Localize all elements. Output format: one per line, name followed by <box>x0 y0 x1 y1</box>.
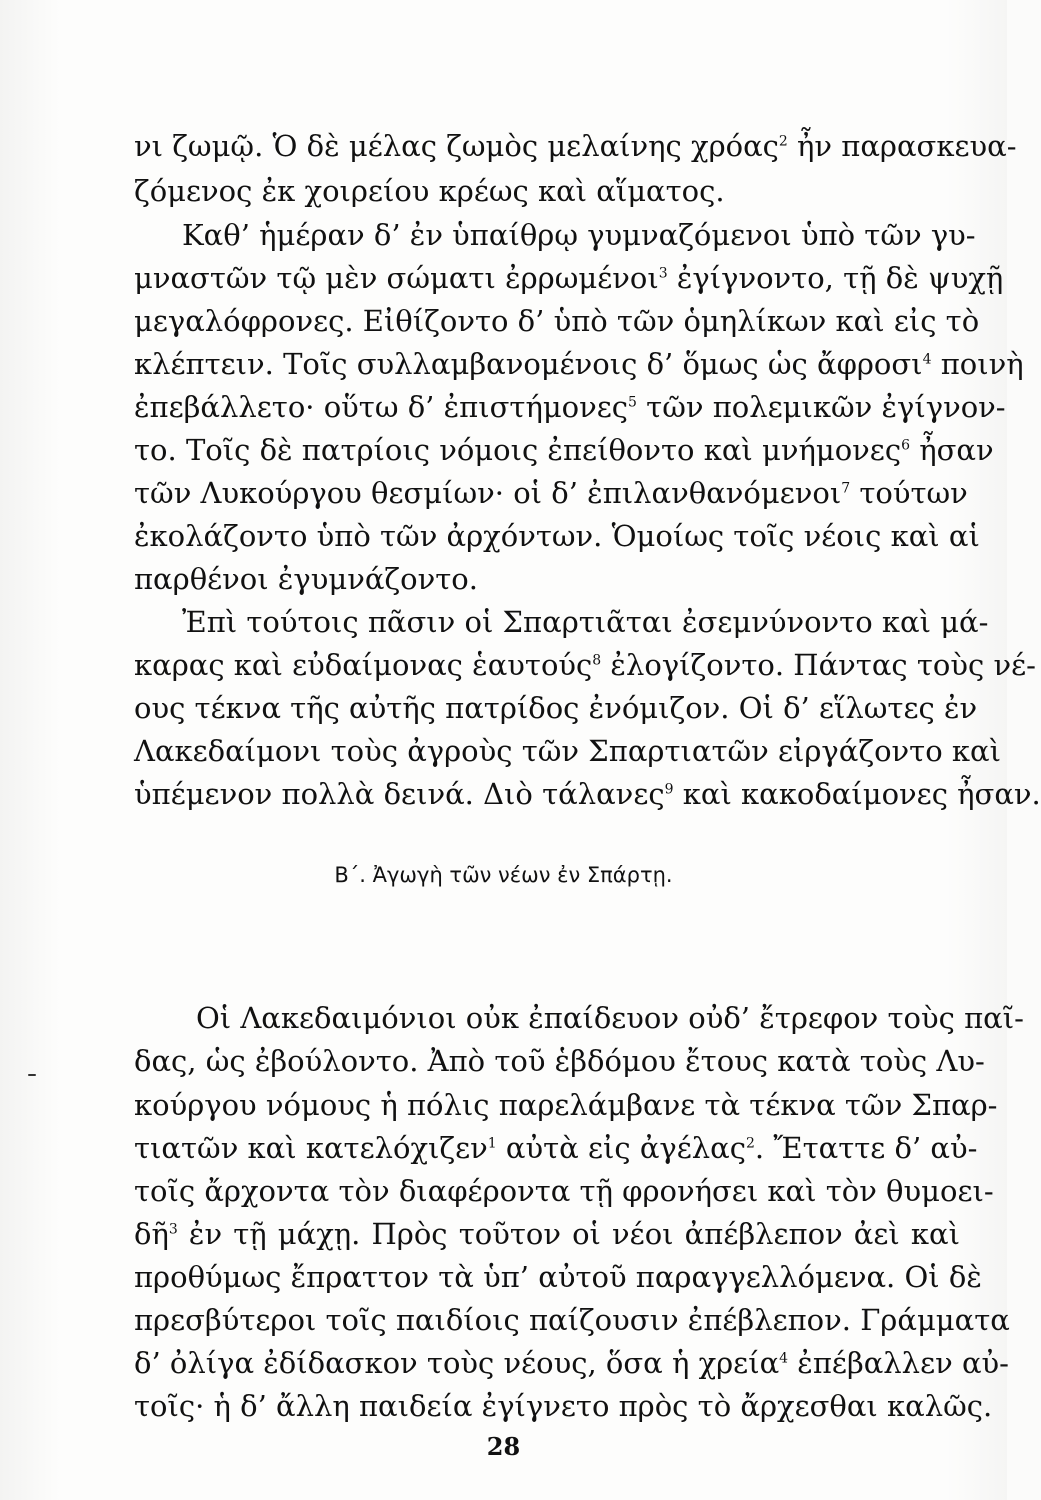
text-line: δ’ ὀλίγα ἐδίδασκον τοὺς νέους, ὅσα ἡ χρεία$^4$ ἐπέβαλλεν αὐ- <box>134 1346 1009 1380</box>
text-line: το. Τοῖς δὲ πατρίοις νόμοις ἐπείθοντο καὶ μνήμονες$^6$ ἦσαν <box>134 433 994 467</box>
text-line: τῶν Λυκούργου θεσμίων· οἱ δ’ ἐπιλανθανόμενοι$^7$ τούτων <box>134 476 968 510</box>
text-line: πρεσβύτεροι τοῖς παιδίοις παίζουσιν ἐπέβλεπον. Γράμματα <box>134 1303 1010 1337</box>
text-line: Ἐπὶ τούτοις πᾶσιν οἱ Σπαρτιᾶται ἐσεμνύνοντο καὶ μά- <box>182 605 989 639</box>
text-line: μναστῶν τῷ μὲν σώματι ἐρρωμένοι$^3$ ἐγίγνοντο, τῇ δὲ ψυχῇ <box>134 261 1004 295</box>
text-line: μεγαλόφρονες. Εἰθίζοντο δ’ ὑπὸ τῶν ὁμηλίκων καὶ εἰς τὸ <box>134 304 980 338</box>
section-heading: Β΄. Ἀγωγὴ τῶν νέων ἐν Σπάρτῃ. <box>334 863 673 887</box>
scan-speck <box>28 1074 36 1076</box>
text-line: ἐκολάζοντο ὑπὸ τῶν ἀρχόντων. Ὁμοίως τοῖς νέοις καὶ αἱ <box>134 519 980 553</box>
text-line: Λακεδαίμονι τοὺς ἀγροὺς τῶν Σπαρτιατῶν εἰργάζοντο καὶ <box>134 734 1001 768</box>
text-line: τιατῶν καὶ κατελόχιζεν$^1$ αὐτὰ εἰς ἀγέλας$^2$. Ἔταττε δ’ αὐ- <box>134 1131 978 1165</box>
text-line: ἐπεβάλλετο· οὕτω δ’ ἐπιστήμονες$^5$ τῶν πολεμικῶν ἐγίγνον- <box>134 390 1006 424</box>
text-line: ὑπέμενον πολλὰ δεινά. Διὸ τάλανες$^9$ καὶ κακοδαίμονες ἦσαν. <box>134 777 1041 811</box>
text-line: τοῖς· ἡ δ’ ἄλλη παιδεία ἐγίγνετο πρὸς τὸ ἄρχεσθαι καλῶς. <box>134 1389 993 1423</box>
page-number: 28 <box>486 1432 521 1461</box>
text-line: παρθένοι ἐγυμνάζοντο. <box>134 562 478 596</box>
text-line: νι ζωμῷ. Ὁ δὲ μέλας ζωμὸς μελαίνης χρόας$^2$ ἦν παρασκευα- <box>134 129 1017 163</box>
text-line: καρας καὶ εὐδαίμονας ἑαυτούς$^8$ ἐλογίζοντο. Πάντας τοὺς νέ- <box>134 648 1036 682</box>
text-line: ους τέκνα τῆς αὐτῆς πατρίδος ἐνόμιζον. Οἱ δ’ εἵλωτες ἐν <box>134 691 978 725</box>
text-line: προθύμως ἔπραττον τὰ ὑπ’ αὐτοῦ παραγγελλόμενα. Οἱ δὲ <box>134 1260 982 1294</box>
text-line: ζόμενος ἐκ χοιρείου κρέως καὶ αἵματος. <box>134 174 725 208</box>
text-line: κλέπτειν. Τοῖς συλλαμβανομένοις δ’ ὅμως ὡς ἄφροσι$^4$ ποινὴ <box>134 347 1024 381</box>
text-line: κούργου νόμους ἡ πόλις παρελάμβανε τὰ τέκνα τῶν Σπαρ- <box>134 1088 998 1122</box>
text-line: τοῖς ἄρχοντα τὸν διαφέροντα τῇ φρονήσει καὶ τὸν θυμοει- <box>134 1174 994 1208</box>
text-line: Οἱ Λακεδαιμόνιοι οὐκ ἐπαίδευον οὐδ’ ἔτρεφον τοὺς παῖ- <box>196 1001 1024 1035</box>
text-line: δῆ$^3$ ἐν τῇ μάχῃ. Πρὸς τοῦτον οἱ νέοι ἀπέβλεπον ἀεὶ καὶ <box>134 1217 960 1251</box>
text-line: δας, ὡς ἐβούλοντο. Ἀπὸ τοῦ ἑβδόμου ἔτους κατὰ τοὺς Λυ- <box>134 1044 985 1078</box>
text-line: Καθ’ ἡμέραν δ’ ἐν ὑπαίθρῳ γυμναζόμενοι ὑπὸ τῶν γυ- <box>182 218 976 252</box>
